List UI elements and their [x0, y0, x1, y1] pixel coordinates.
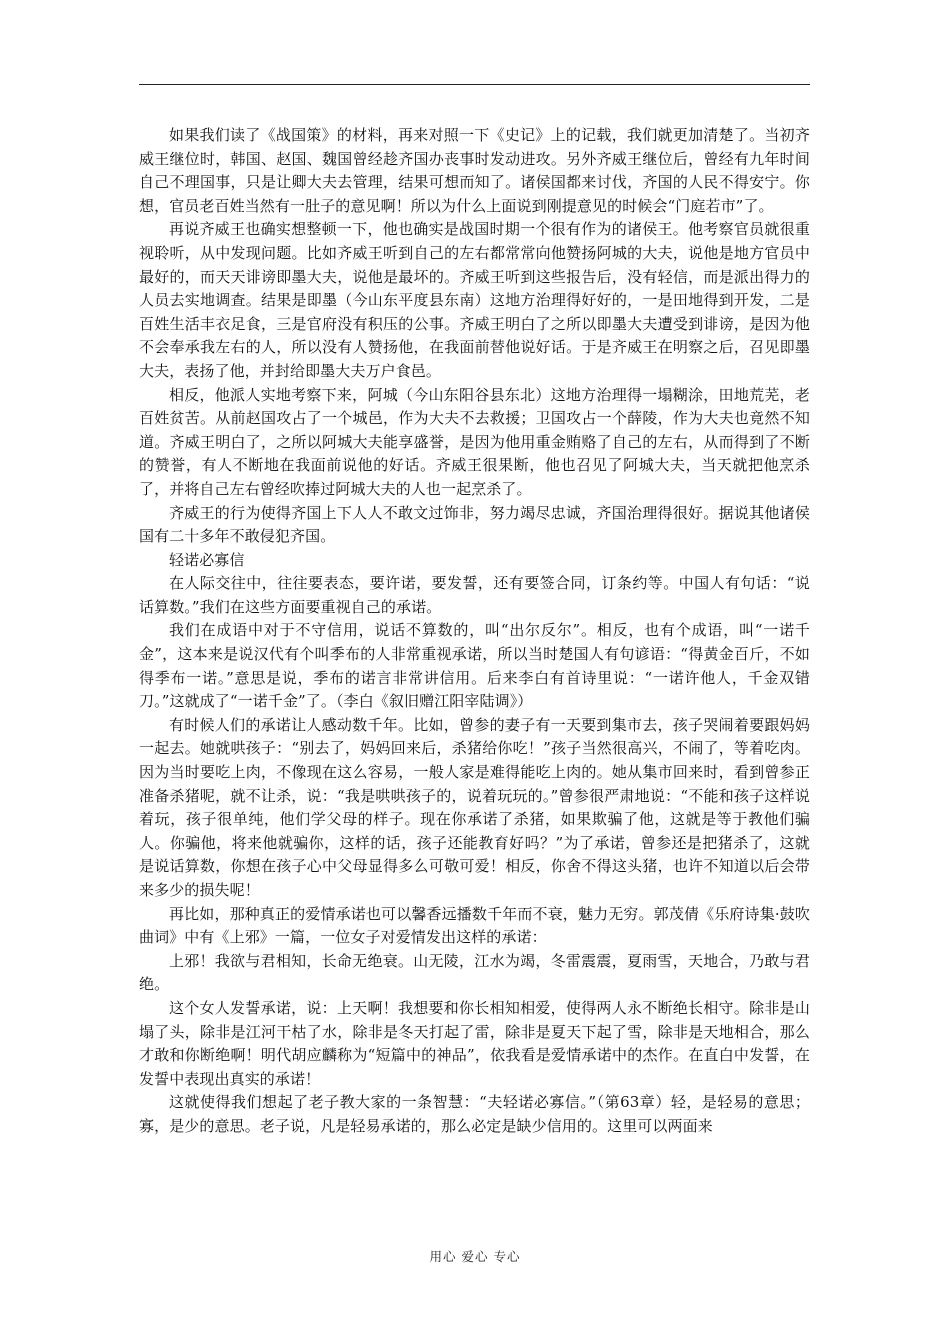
paragraph: 在人际交往中，往往要表态，要许诺，要发誓，还有要签合同，订条约等。中国人有句话：“说话算数。”我们在这些方面要重视自己的承诺。 — [139, 574, 810, 616]
paragraph: 有时候人们的承诺让人感动数千年。比如，曾参的妻子有一天要到集市去，孩子哭闹着要跟妈妈一起去。她就哄孩子：“别去了，妈妈回来后，杀猪给你吃！”孩子当然很高兴，不闹了，等着吃肉。因为当时要吃上肉，不像现在这么容易，一般人家是难得能吃上肉的。她从集市回来时，看到曾参正准备杀猪呢，就不让杀，说：“我是哄哄孩子的，说着玩玩的。”曾参很严肃地说：“不能和孩子这样说着玩，孩子很单纯，他们学父母的样子。现在你承诺了杀猪，如果欺骗了他，这就是等于教他们骗人。你骗他，将来他就骗你，这样的话，孩子还能教育好吗？”为了承诺，曾参还是把猪杀了，这就是说话算数，你想在孩子心中父母显得多么可敬可爱！相反，你舍不得这头猪，也许不知道以后会带来多少的损失呢！ — [139, 715, 810, 899]
paragraph: 如果我们读了《战国策》的材料，再来对照一下《史记》上的记载，我们就更加清楚了。当初齐威王继位时，韩国、赵国、魏国曾经趁齐国办丧事时发动进攻。另外齐威王继位后，曾经有九年时间自己不理国事，只是让卿大夫去管理，结果可想而知了。诸侯国都来讨伐，齐国的人民不得安宁。你想，官员老百姓当然有一肚子的意见啊！所以为什么上面说到刚提意见的时候会“门庭若市”了。 — [139, 126, 810, 215]
poem-quote: 上邪！我欲与君相知，长命无绝衰。山无陵，江水为竭，冬雷震震，夏雨雪，天地合，乃敢与君绝。 — [139, 951, 810, 994]
paragraph: 齐威王的行为使得齐国上下人人不敢文过饰非，努力竭尽忠诚，齐国治理得很好。据说其他诸侯国有二十多年不敢侵犯齐国。 — [139, 503, 810, 546]
article-body — [139, 124, 810, 1139]
paragraph: 这个女人发誓承诺，说：上天啊！我想要和你长相知相爱，使得两人永不断绝长相守。除非是山塌了头，除非是江河干枯了水，除非是冬天打起了雷，除非是夏天下起了雪，除非是天地相合，那么才敢和你断绝啊！明代胡应麟称为“短篇中的神品”，依我看是爱情承诺中的杰作。在直白中发誓，在发誓中表现出真实的承诺！ — [139, 998, 810, 1088]
page-footer: 用心 爱心 专心 — [429, 1249, 521, 1264]
paragraph: 这就使得我们想起了老子教大家的一条智慧：“夫轻诺必寡信。”（第63章）轻，是轻易的意思；寡，是少的意思。老子说，凡是轻易承诺的，那么必定是缺少信用的。这里可以两面来 — [139, 1093, 810, 1135]
paragraph: 再说齐威王也确实想整顿一下，他也确实是战国时期一个很有作为的诸侯王。他考察官员就很重视聆听，从中发现问题。比如齐威王听到自己的左右都常常向他赞扬阿城的大夫，说他是地方官员中最好的，而天天诽谤即墨大夫，说他是最坏的。齐威王听到这些报告后，没有轻信，而是派出得力的人员去实地调查。结果是即墨（今山东平度县东南）这地方治理得好好的，一是田地得到开发，二是百姓生活丰衣足食，三是官府没有积压的公事。齐威王明白了之所以即墨大夫遭受到诽谤，是因为他不会奉承我左右的人，所以没有人赞扬他，在我面前替他说好话。于是齐威王在明察之后，召见即墨大夫，表扬了他，并封给即墨大夫万户食邑。 — [139, 220, 810, 380]
header-rule — [139, 84, 810, 85]
paragraph: 再比如，那种真正的爱情承诺也可以馨香远播数千年而不衰，魅力无穷。郭茂倩《乐府诗集·鼓吹曲词》中有《上邪》一篇，一位女子对爱情发出这样的承诺： — [139, 904, 810, 947]
paragraph: 相反，他派人实地考察下来，阿城（今山东阳谷县东北）这地方治理得一塌糊涂，田地荒芜，老百姓贫苦。从前赵国攻占了一个城邑，作为大夫不去救援；卫国攻占一个薛陵，作为大夫也竟然不知道。齐威王明白了，之所以阿城大夫能享盛誉，是因为他用重金贿赂了自己的左右，从而得到了不断的赞誉，有人不断地在我面前说他的好话。齐威王很果断，他也召见了阿城大夫，当天就把他烹杀了，并将自己左右曾经吹捧过阿城大夫的人也一起烹杀了。 — [139, 385, 810, 498]
paragraph: 我们在成语中对于不守信用，说话不算数的，叫“出尔反尔”。相反，也有个成语，叫“一诺千金”，这本来是说汉代有个叫季布的人非常重视承诺，所以当时楚国人有句谚语：“得黄金百斤，不如得季布一诺。”意思是说，季布的诺言非常讲信用。后来李白有首诗里说：“一诺许他人，千金双错刀。”这就成了“一诺千金”了。（李白《叙旧赠江阳宰陆调》） — [139, 621, 810, 711]
section-heading: 轻诺必寡信 — [169, 550, 245, 569]
